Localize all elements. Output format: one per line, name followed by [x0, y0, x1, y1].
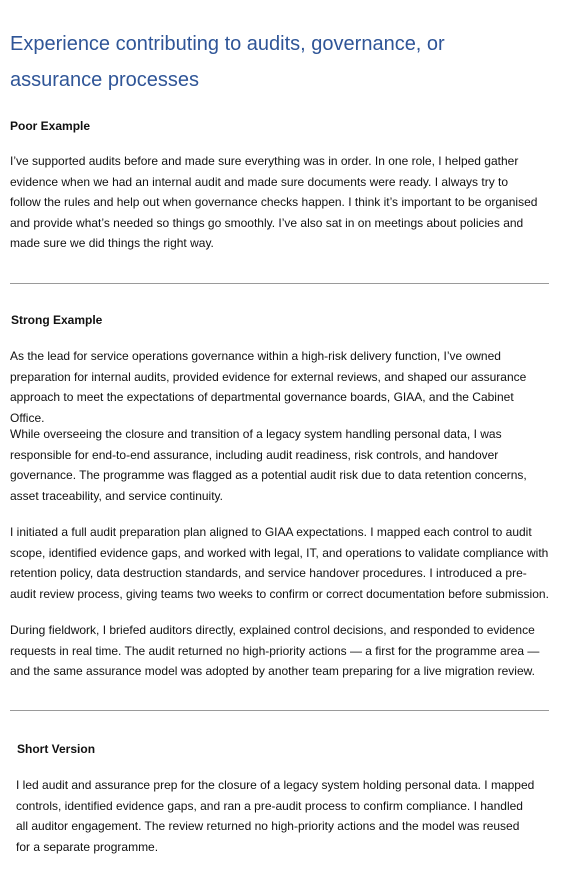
- page-title: Experience contributing to audits, governance, or assurance processes: [10, 33, 445, 91]
- strong-example-paragraph-1: As the lead for service operations governance within a high-risk delivery function, I’ve owned preparation for internal audits, provided evidence for external reviews, and shaped our assurance approach to meet the expectations of departmental governance boards, GIAA, and the Cabinet Office.: [10, 349, 527, 425]
- section-divider: [10, 283, 549, 284]
- poor-example-heading: Poor Example: [10, 119, 91, 133]
- short-version-paragraph: I led audit and assurance prep for the closure of a legacy system holding personal data. I mapped controls, identified evidence gaps, and ran a pre-audit process to confirm compliance. I handled all auditor engagement. The review returned no high-priority actions and the model was reused for a separate programme.: [16, 778, 535, 854]
- strong-example-heading: Strong Example: [11, 313, 103, 327]
- short-version-heading: Short Version: [17, 742, 96, 756]
- strong-example-paragraph-4: During fieldwork, I briefed auditors directly, explained control decisions, and responded to evidence requests in real time. The audit returned no high-priority actions — a first for the programme area — and the same assurance model was adopted by another team preparing for a live migration review.: [10, 623, 540, 678]
- poor-example-paragraph: I’ve supported audits before and made sure everything was in order. In one role, I helped gather evidence when we had an internal audit and made sure documents were ready. I always try to follow the rules and help out when governance checks happen. I think it’s important to be organised and provide what’s needed so things go smoothly. I’ve also sat in on meetings about policies and made sure we did things the right way.: [10, 154, 538, 250]
- section-divider: [10, 710, 549, 711]
- strong-example-paragraph-3: I initiated a full audit preparation plan aligned to GIAA expectations. I mapped each control to audit scope, identified evidence gaps, and worked with legal, IT, and operations to validate compliance with retention policy, data destruction standards, and service handover procedures. I introduced a pre-audit review process, giving teams two weeks to confirm or correct documentation before submission.: [10, 525, 549, 601]
- strong-example-paragraph-2: While overseeing the closure and transition of a legacy system handling personal data, I was responsible for end-to-end assurance, including audit readiness, risk controls, and handover governance. The programme was flagged as a potential audit risk due to data retention concerns, asset traceability, and service continuity.: [10, 427, 527, 503]
